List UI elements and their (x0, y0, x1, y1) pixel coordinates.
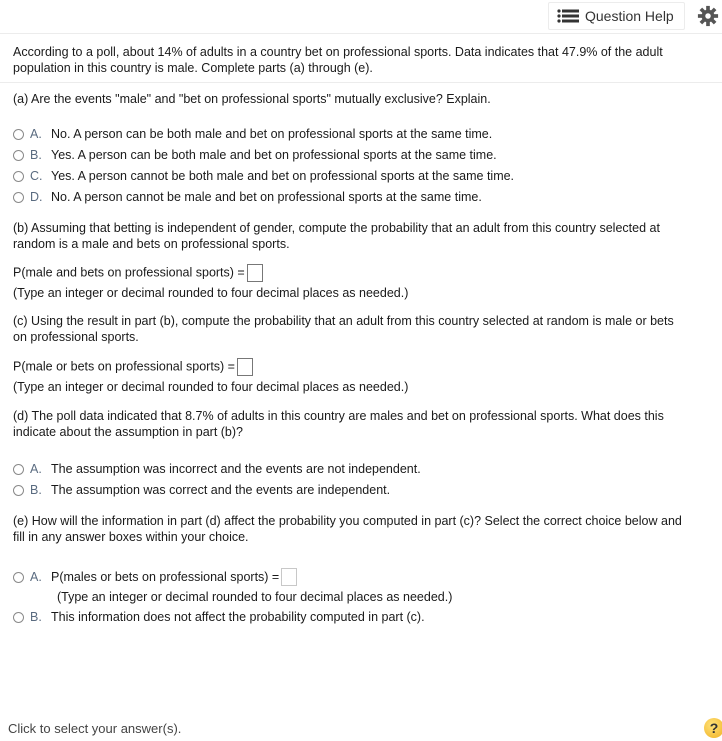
answer-input-box[interactable] (247, 264, 263, 282)
part-a-option-c[interactable] (13, 168, 514, 184)
part-e-question: (e) How will the information in part (d) affect the probability you computed in part (c)? Select the correct choice below and fill in any answer boxes within your choice. (13, 514, 682, 544)
part-c-answer (13, 358, 253, 376)
option-letter: B. (30, 483, 42, 497)
option-text: Yes. A person cannot be both male and bet on professional sports at the same time. (51, 169, 515, 183)
part-d-option-a[interactable] (13, 461, 421, 477)
option-text: Yes. A person can be both male and bet on professional sports at the same time. (51, 148, 497, 162)
part-a-option-d[interactable] (13, 189, 482, 205)
radio-button[interactable] (13, 464, 24, 475)
help-icon[interactable]: ? (704, 718, 722, 738)
option-letter: A. (30, 127, 42, 141)
part-b-question: (b) Assuming that betting is independent of gender, compute the probability that an adult from this country selected at random is a male and bets on professional sports. (13, 221, 660, 251)
radio-button[interactable] (13, 171, 24, 182)
answer-label: P(male and bets on professional sports) = (13, 265, 245, 280)
option-text: No. A person can be both male and bet on professional sports at the same time. (51, 127, 493, 141)
part-e-option-b[interactable] (13, 609, 425, 625)
radio-button[interactable] (13, 612, 24, 623)
option-text: No. A person cannot be male and bet on professional sports at the same time. (51, 190, 482, 204)
answer-label: P(male or bets on professional sports) = (13, 359, 235, 374)
part-a-question: (a) Are the events "male" and "bet on professional sports" mutually exclusive? Explain. (13, 92, 491, 106)
part-e-option-a-hint: (Type an integer or decimal rounded to four decimal places as needed.) (57, 590, 453, 604)
option-letter: B. (30, 148, 42, 162)
divider (0, 82, 722, 83)
radio-button[interactable] (13, 192, 24, 203)
part-c-question: (c) Using the result in part (b), compute the probability that an adult from this country selected at random is male or bets on professional sports. (13, 314, 674, 344)
option-text: This information does not affect the probability computed in part (c). (51, 610, 425, 624)
gear-icon[interactable] (697, 5, 719, 27)
part-d-option-b[interactable] (13, 482, 390, 498)
option-letter: A. (30, 570, 42, 584)
top-toolbar (0, 0, 722, 34)
part-b-hint: (Type an integer or decimal rounded to four decimal places as needed.) (13, 286, 409, 300)
option-text: The assumption was correct and the events are independent. (51, 483, 391, 497)
part-a-option-a[interactable] (13, 126, 492, 142)
option-letter: C. (30, 169, 43, 183)
radio-button[interactable] (13, 150, 24, 161)
option-text: P(males or bets on professional sports) = (51, 570, 280, 584)
option-letter: D. (30, 190, 43, 204)
answer-input-box[interactable] (281, 568, 297, 586)
question-help-button[interactable] (548, 2, 685, 30)
option-letter: B. (30, 610, 42, 624)
question-help-label: Question Help (585, 8, 674, 24)
part-a-option-b[interactable] (13, 147, 497, 163)
radio-button[interactable] (13, 572, 24, 583)
part-e-option-a[interactable] (13, 568, 297, 586)
status-text: Click to select your answer(s). (8, 721, 182, 736)
part-d-question: (d) The poll data indicated that 8.7% of adults in this country are males and bet on professional sports. What does this indicate about the assumption in part (b)? (13, 409, 664, 439)
option-text: The assumption was incorrect and the events are not independent. (51, 462, 421, 476)
option-letter: A. (30, 462, 42, 476)
list-icon (557, 9, 579, 23)
part-c-hint: (Type an integer or decimal rounded to four decimal places as needed.) (13, 380, 409, 394)
intro-text: According to a poll, about 14% of adults in a country bet on professional sports. Data indicates that 47.9% of the adult population in this country is male. Complete parts (a) through (e). (13, 45, 663, 75)
part-b-answer (13, 264, 263, 282)
radio-button[interactable] (13, 485, 24, 496)
answer-input-box[interactable] (237, 358, 253, 376)
radio-button[interactable] (13, 129, 24, 140)
